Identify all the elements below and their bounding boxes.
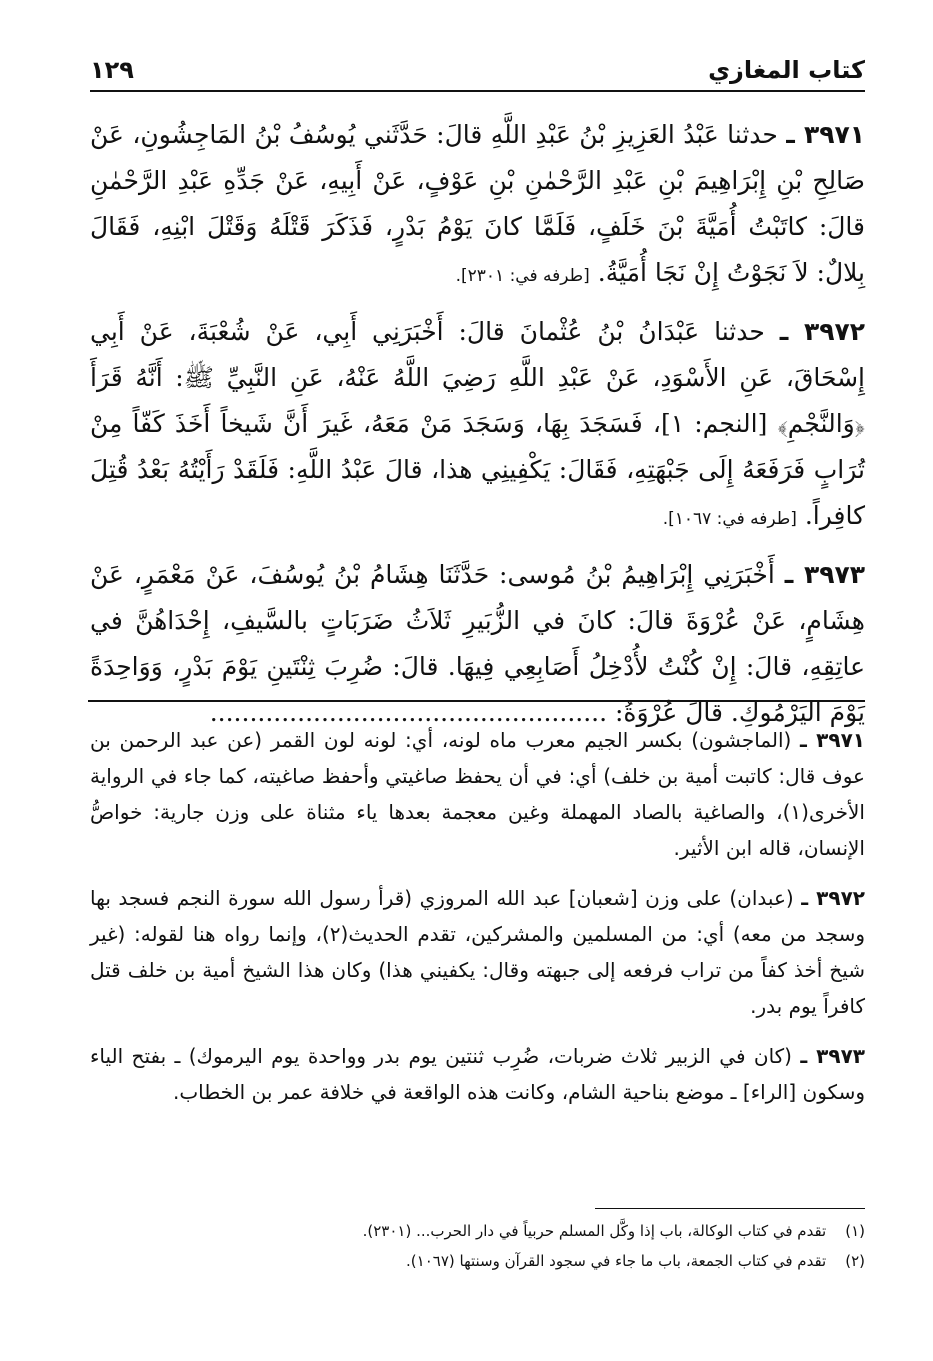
hadith-number: ٣٩٧١ ـ <box>786 120 866 149</box>
hadith-text: حدثنا عَبْدُ العَزِيزِ بْنُ عَبْدِ اللَّهِ قالَ: حَدَّثَني يُوسُفُ بْنُ المَاجِشُونِ، عَنْ صَالِحِ بْنِ إِبْرَاهِيمَ بْنِ عَبْدِ الرَّحْمٰنِ بْنِ عَوْفٍ، عَنْ أَبِيهِ، عَنْ جَدِّهِ عَبْدِ الرَّحْمٰنِ قالَ: كاتَبْتُ أُمَيَّةَ بْنَ خَلَفٍ، فَلَمَّا كانَ يَوْمُ بَدْرٍ، فَذَكَرَ قَتْلَهُ وَقَتْلَ ابْنِهِ، فَقَالَ بِلالٌ: لاَ نَجَوْتُ إِنْ نَجَا أُمَيَّةُ. <box>90 120 865 287</box>
chapter-title: كتاب المغازي <box>708 56 865 84</box>
commentary-3973 <box>90 1038 865 1110</box>
hadith-text: أَخْبَرَنِي إِبْرَاهِيمُ بْنُ مُوسى: حَدَّثَنَا هِشَامُ بْنُ يُوسُفَ، عَنْ مَعْمَرٍ، عَنْ هِشَامٍ، عَنْ عُرْوَةَ قالَ: كانَ في الزُّبَيرِ ثَلاَثُ ضَرَبَاتٍ بالسَّيفِ، إِحْدَاهُنَّ في عاتِقِهِ، قالَ: إِنْ كُنْتُ لأُدْخِلُ أَصَابِعِي فِيهَا. قالَ: ضُرِبَ ثِنْتَينِ يَوْمَ بَدْرٍ، وَوَاحِدَةً يَوْمَ اليَرْمُوكِ. قالَ عُرْوَةُ: .................................................. <box>90 560 865 727</box>
page-header <box>90 52 865 92</box>
hadith-text: حدثنا عَبْدَانُ بْنُ عُثْمانَ قالَ: أَخْبَرَنِي أَبِي، عَنْ شُعْبَةَ، عَنْ أَبِي إِسْحَاقَ، عَنِ الأَسْوَدِ، عَنْ عَبْدِ اللَّهِ رَضِيَ اللَّهُ عَنْهُ، عَنِ النَّبِيِّ ﷺ: أَنَّهُ قَرَأَ ﴿وَالنَّجْمِ﴾ [النجم: ١]، فَسَجَدَ بِهَا، وَسَجَدَ مَنْ مَعَهُ، غَيرَ أَنَّ شَيخاً أَخَذَ كَفّاً مِنْ تُرَابٍ فَرَفَعَهُ إِلَى جَبْهَتِهِ، فَقَالَ: يَكْفِينِي هذا، قالَ عَبْدُ اللَّهِ: فَلَقَدْ رَأَيْتُهُ بَعْدُ قُتِلَ كافِراً. <box>90 317 866 530</box>
footnote-2 <box>90 1246 865 1276</box>
commentary-text: (عبدان) على وزن [شعبان] عبد الله المروزي (قرأ رسول الله سورة النجم فسجد بها وسجد من معه) أي: من المسلمين والمشركين، تقدم الحديث(٢)، وإنما رواه هنا لقوله: (غير شيخ أخذ كفاً من تراب فرفعه إلى جبهته وقال: يكفيني هذا) وكان هذا الشيخ أمية بن خلف قتل كافراً يوم بدر. <box>90 886 865 1018</box>
footnote-1 <box>90 1216 865 1246</box>
hadith-text-section <box>90 112 866 727</box>
hadith-3973 <box>90 552 865 736</box>
commentary-3971 <box>90 722 865 866</box>
footnote-text: تقدم في كتاب الجمعة، باب ما جاء في سجود القرآن وسنتها (١٠٦٧). <box>406 1252 827 1270</box>
section-divider <box>88 700 865 702</box>
commentary-number: ٣٩٧١ ـ <box>800 728 865 752</box>
commentary-text: (الماجشون) بكسر الجيم معرب ماه لونه، أي: لونه لون القمر (عن عبد الرحمن بن عوف قال: كاتبت أمية بن خلف) أي: في أن يحفظ صاغيتي وأحفظ صاغيته، كما جاء في الرواية الأخرى(١)، والصاغية بالصاد المهملة وغين معجمة بعدها ياء مثناة على وزن جارية: خواصُّ الإنسان، قاله ابن الأثير. <box>90 728 865 860</box>
footnote-rule <box>595 1208 865 1209</box>
hadith-reference: [طرفه في: ٢٣٠١]. <box>455 266 590 286</box>
footnote-mark: (١) <box>845 1222 865 1240</box>
commentary-number: ٣٩٧٢ ـ <box>801 886 865 910</box>
hadith-reference: [طرفه في: ١٠٦٧]. <box>662 509 797 529</box>
footnotes <box>90 1216 865 1276</box>
commentary-section <box>90 722 865 1177</box>
hadith-number: ٣٩٧٢ ـ <box>779 317 866 346</box>
commentary-number: ٣٩٧٣ ـ <box>800 1044 865 1068</box>
commentary-text: (كان في الزبير ثلاث ضربات، ضُرِب ثنتين يوم بدر وواحدة يوم اليرموك) ـ بفتح الياء وسكون [الراء] ـ موضع بناحية الشام، وكانت هذه الواقعة في خلافة عمر بن الخطاب. <box>90 1044 865 1104</box>
footnote-mark: (٢) <box>845 1252 865 1270</box>
commentary-3972 <box>90 880 865 1024</box>
hadith-3971 <box>90 112 865 299</box>
page-number: ١٢٩ <box>90 56 134 84</box>
footnote-text: تقدم في كتاب الوكالة، باب إذا وكَّل المسلم حربياً في دار الحرب... (٢٣٠١). <box>362 1222 827 1240</box>
hadith-number: ٣٩٧٣ ـ <box>784 560 866 589</box>
hadith-3972 <box>90 309 865 542</box>
